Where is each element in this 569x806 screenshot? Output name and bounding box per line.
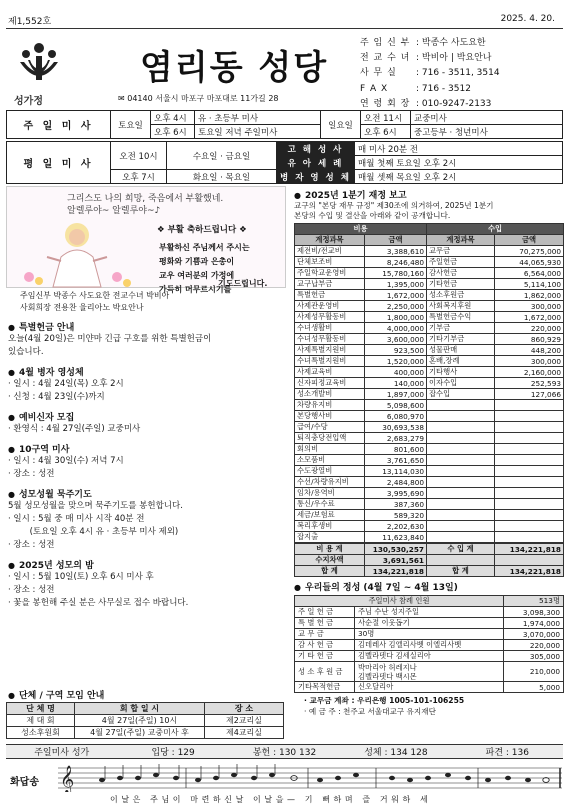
finance-row: 통신/우수료 387,360 <box>295 499 564 510</box>
finance-row: 성소개발비 1,897,000 잡수입 127,066 <box>295 389 564 400</box>
finance-row: 제전비/전교비 3,388,610 교무금 70,275,000 <box>295 246 564 257</box>
weekday-mass-label: 평 일 미 사 <box>7 142 111 184</box>
finance-row: 수도광열비 13,114,030 <box>295 466 564 477</box>
finance-row: 소모품비 3,761,650 <box>295 455 564 466</box>
finance-row: 복리후생비 2,202,630 <box>295 521 564 532</box>
hymn-numbers-bar: 주일미사 성가 입당 : 129 봉헌 : 130 132 성체 : 134 128 파견 : 136 <box>6 744 563 759</box>
finance-row: 수선/차량유지비 2,484,800 <box>295 477 564 488</box>
finance-row: 사제성무활동비 1,800,000 특별헌금수익 1,672,000 <box>295 312 564 323</box>
parish-address: ✉ 04140 서울시 마포구 마포대로 11가길 28 <box>118 94 279 103</box>
parish-info <box>360 36 500 112</box>
finance-row: 주일학교운영비 15,780,160 감사헌금 6,564,000 <box>295 268 564 279</box>
info-row: 사 무 실 : 716 - 3511, 3514 <box>360 68 500 79</box>
finance-row: 잡지출 11,623,840 <box>295 532 564 543</box>
sunday-mass-label: 주 일 미 사 <box>7 111 111 139</box>
group-meeting-table: 단 체 명 회 합 일 시 장 소 제 대 회 4월 27일(주일) 10시 제2교리실 성소후원회 4월 27일(주일) 교중미사 후 제4교리실 <box>6 702 284 739</box>
mass-schedule-sunday: 주 일 미 사 토요일 오후 4시 유 · 초등부 미사 일요일 오전 11시 교중미사 오후 6시 토요일 저녁 주일미사 오후 6시 중고등부 · 청년미사 <box>6 110 563 139</box>
mail-icon: ✉ <box>118 94 128 103</box>
parish-logo-icon <box>16 40 62 86</box>
info-row: F A X : 716 - 3512 <box>360 83 471 94</box>
finance-table: 비용 수입 계정과목 금액 계정과목 금액 제전비/전교비 3,388,610 교무금 70,275,000 단체보조비 8,246,480 주일헌금 44,065,930 주일학교운영비 15,780,160 감사헌금 6,564,000 교구납부금 1,395,000 기타헌금 5,114,100 특별헌금 1,672,000 성소후원금 1,862,000 사제관운영비 2,250,000 사회복지후원 300,000 사제성무활동비 1,800,000 특별헌금수익 1,672,000 수녀생활비 4,000,000 기부금 220,000 수녀성무활동비 3,600,000 기타기부금 860,929 사제특별지원비 923,500 성물판매 448,200 수녀특별지원비 1,520,000 혼배,장례 300,000 사제교육비 400,000 기타행사 2,160,000 신자피정교육비 140,000 이자수입 252,593 성소개발비 1,897,000 잡수입 127,066 차량유지비 5,098,600 본당행사비 6,080,970 급여/수당 30,693,538 퇴직충당전입액 2,683,279 회의비 801,600 소모품비 3,761,650 수도광열비 13,114,030 수선/차량유지비 2,484,800 임차/용역비 3,995,690 통신/우수료 387,360 세금/보험료 589,320 복리후생비 2,202,630 잡지출 11,623,840 <box>294 223 564 543</box>
easter-signature: 주임신부 박종수 사도요한 전교수녀 박비아 사회희장 전용찬 율리아노 박요안나 <box>20 291 170 312</box>
finance-totals: 비 용 계 130,530,257 수 입 계 134,221,818 수지차액 3,691,561 합 계 134,221,818 합 계 134,221,818 <box>294 543 564 577</box>
easter-greeting-box: 그리스도 나의 희망, 죽음에서 부활했네. 알렐루야~ 알렐루야~♪ ❖ 부활 축하드립니다 ❖ 부활하신 주님께서 주시는 평화와 기쁨과 은총이 교우 여러분의 가정에 가득히 머무르시기를 <box>6 186 286 288</box>
music-staff-icon <box>58 764 562 792</box>
notices: ● 특별헌금 안내 오늘(4월 20일)은 미얀마 긴급 구호를 위한 특별헌금이 있습니다. ● 4월 병자 영성체 · 일시 : 4월 24일(목) 오후 2시 · 신청 : 4월 23일(수)까지 ● 예비신자 모집 · 환영식 : 4월 27일(주일) 교중미사 ● 10구역 미사 · 일시 : 4월 30일(수) 저녁 7시 · 장소 : 성전 ● 성모성월 묵주기도 5월 성모성월을 맞으며 묵주기도를 봉헌합니다. · 일시 : 5월 중 매 미사 시작 40분 전 (토요일 오후 4시 유 · 초등부 미사 제외) · 장소 : 성전 ● 2025년 성모의 밤 · 일시 : 5월 10일(토) 오후 6시 미사 후 · 장소 : 성전 · 꽃을 봉헌해 주실 분은 사무실로 접수 바랍니다. <box>8 320 284 610</box>
finance-row: 차량유지비 5,098,600 <box>295 400 564 411</box>
header-divider <box>6 28 563 29</box>
finance-row: 교구납부금 1,395,000 기타헌금 5,114,100 <box>295 279 564 290</box>
finance-row: 사제관운영비 2,250,000 사회복지후원 300,000 <box>295 301 564 312</box>
easter-message: 부활하신 주님께서 주시는 평화와 기쁨과 은총이 교우 여러분의 가정에 가득히 머무르시기를 <box>159 243 250 294</box>
offerings: ● 우리들의 정성 (4월 7일 ~ 4월 13일) 주일미사 참례 인원 513명 주 일 헌 금 주님 수난 성지주일 3,098,300 특 별 헌 금 사순절 이웃돕기 1,974,000 교 무 금 30명 3,070,000 감 사 헌 금 김데레사 김엘리사벳 이엘리사벳 220,000 기 타 헌 금 김벨라뎃다 김세실리아 305,000 성 소 후 원 금 박마리아 허레지나 김벨라뎃다 백시몬 210,000 기타목적헌금 신오달리아 5,000 · 교무금 계좌 : 우리은행 1005-101-106255 · 예 금 주 : 천주교 서울대교구 유지재단 <box>294 580 564 717</box>
finance-report: ● 2025년 1분기 재정 보고 교구의 "본당 재무 규정" 제30조에 의거하여, 2025년 1분기 본당의 수입 및 결산을 아래와 같이 공개합니다. 비용 수입 계정과목 금액 계정과목 금액 제전비/전교비 3,388,610 교무금 70,275,000 단체보조비 8,246,480 주일헌금 44,065,930 주일학교운영비 15,780,160 감사헌금 6,564,000 교구납부금 1,395,000 기타헌금 5,114,100 특별헌금 1,672,000 성소후원금 1,862,000 사제관운영비 2,250,000 사회복지후원 300,000 사제성무활동비 1,800,000 특별헌금수익 1,672,000 수녀생활비 4,000,000 기부금 220,000 수녀성무활동비 3,600,000 기타기부금 860,929 사제특별지원비 923,500 성물판매 448,200 수녀특별지원비 1,520,000 혼배,장례 300,000 사제교육비 400,000 기타행사 2,160,000 신자피정교육비 140,000 이자수입 252,593 성소개발비 1,897,000 잡수입 127,066 차량유지비 5,098,600 본당행사비 6,080,970 급여/수당 30,693,538 퇴직충당전입액 2,683,279 회의비 801,600 소모품비 3,761,650 수도광열비 13,114,030 수선/차량유지비 2,484,800 임차/용역비 3,995,690 통신/우수료 387,360 세금/보험료 589,320 복리후생비 2,202,630 잡지출 11,623,840 비 용 계 130,530,257 수 입 계 134,221,818 수지차액 3,691,561 합 계 134,221,818 합 계 134,221,818 <box>294 188 564 577</box>
offerings-table: 주일미사 참례 인원 513명 주 일 헌 금 주님 수난 성지주일 3,098,300 특 별 헌 금 사순절 이웃돕기 1,974,000 교 무 금 30명 3,070,000 감 사 헌 금 김데레사 김엘리사벳 이엘리사벳 220,000 기 타 헌 금 김벨라뎃다 김세실리아 305,000 성 소 후 원 금 박마리아 허레지나 김벨라뎃다 백시몬 210,000 기타목적헌금 신오달리아 5,000 <box>294 595 564 693</box>
svg-text:𝄞: 𝄞 <box>60 765 75 792</box>
psalm-lyrics: 이날은 주님이 마련하신날 이날을— 기 뻐하며 즐 거워하 세 <box>110 795 432 804</box>
finance-row: 특별헌금 1,672,000 성소후원금 1,862,000 <box>295 290 564 301</box>
logo-caption: 성가정 <box>14 96 43 107</box>
mass-schedule-weekday: 평 일 미 사 오전 10시 수요일 · 금요일 고 해 성 사 매 미사 20분 전 유 아 세 례 매월 첫째 토요일 오후 2시 오후 7시 화요일 · 목요일 병 자 영 성 체 매월 셋째 목요일 오후 2시 <box>6 141 563 184</box>
finance-row: 본당행사비 6,080,970 <box>295 411 564 422</box>
finance-row: 급여/수당 30,693,538 <box>295 422 564 433</box>
issue-number: 제1,552호 <box>8 17 52 27</box>
finance-row: 수녀특별지원비 1,520,000 혼배,장례 300,000 <box>295 356 564 367</box>
issue-date: 2025. 4. 20. <box>500 14 555 24</box>
finance-row: 단체보조비 8,246,480 주일헌금 44,065,930 <box>295 257 564 268</box>
finance-row: 신자피정교육비 140,000 이자수입 252,593 <box>295 378 564 389</box>
info-row: 전 교 수 녀 : 박비아 | 박요안나 <box>360 53 492 64</box>
info-row: 연 령 회 장 : 010-9247-2133 <box>360 98 492 109</box>
risen-jesus-illustration-icon <box>17 217 137 289</box>
finance-row: 회의비 801,600 <box>295 444 564 455</box>
finance-row: 수녀성무활동비 3,600,000 기타기부금 860,929 <box>295 334 564 345</box>
finance-row: 세금/보험료 589,320 <box>295 510 564 521</box>
finance-row: 퇴직충당전입액 2,683,279 <box>295 433 564 444</box>
finance-row: 수녀생활비 4,000,000 기부금 220,000 <box>295 323 564 334</box>
finance-row: 임차/용역비 3,995,690 <box>295 488 564 499</box>
parish-title: 염리동 성당 <box>140 48 329 88</box>
finance-row: 사제특별지원비 923,500 성물판매 448,200 <box>295 345 564 356</box>
finance-row: 사제교육비 400,000 기타행사 2,160,000 <box>295 367 564 378</box>
psalm-label: 화답송 <box>10 777 39 788</box>
info-row: 주 임 신 부 : 박종수 사도요한 <box>360 38 486 48</box>
